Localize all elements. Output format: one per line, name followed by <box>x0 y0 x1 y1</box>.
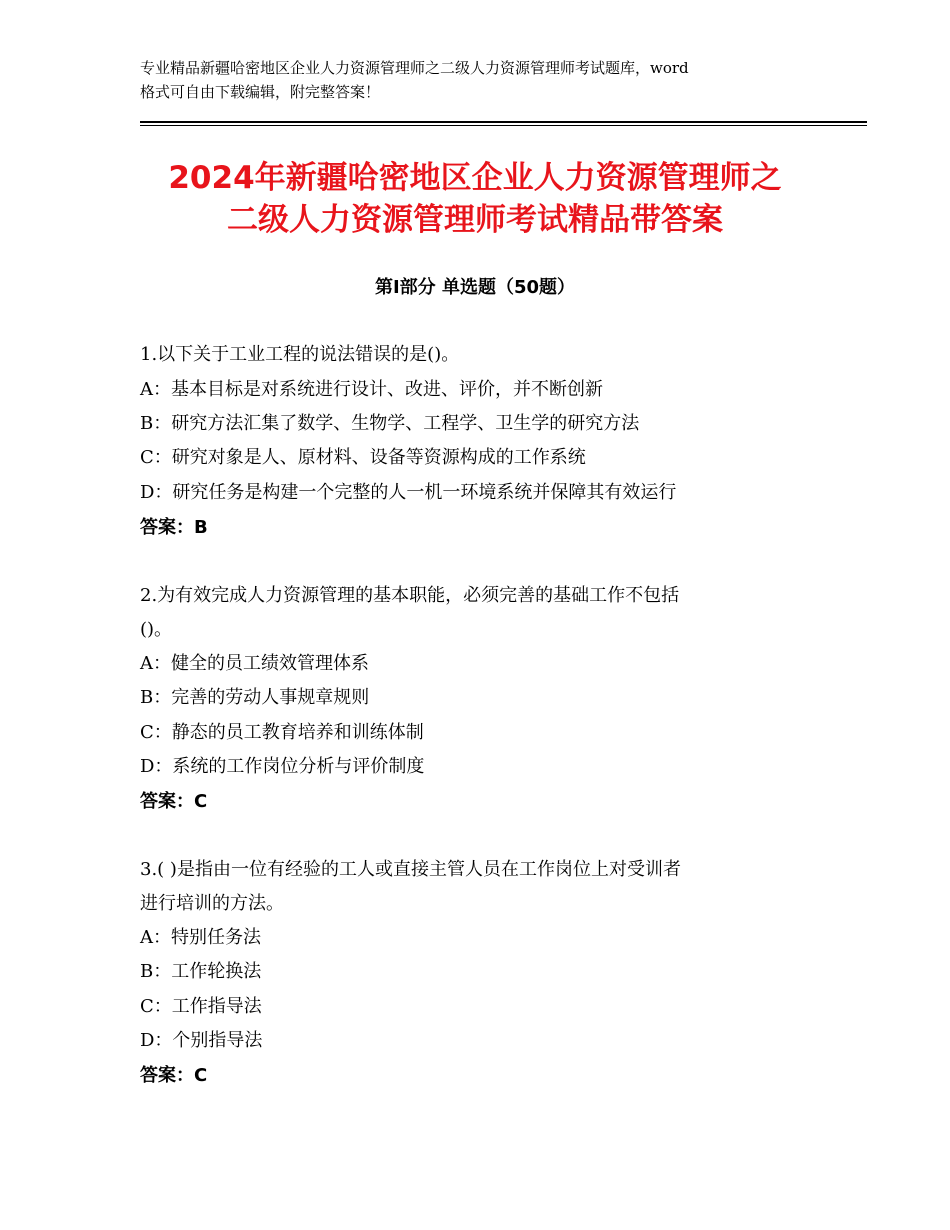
section-heading: 第Ⅰ部分 单选题（50题） <box>374 277 575 298</box>
question-1-option-b: B：研究方法汇集了数学、生物学、工程学、卫生学的研究方法 <box>140 413 640 434</box>
question-2-option-d: D：系统的工作岗位分析与评价制度 <box>140 756 425 777</box>
header-note-line-1: 专业精品新疆哈密地区企业人力资源管理师之二级人力资源管理师考试题库，word <box>140 59 689 77</box>
question-3-stem-line-1: 3.( )是指由一位有经验的工人或直接主管人员在工作岗位上对受训者 <box>140 859 681 880</box>
question-3-answer: 答案：C <box>140 1065 208 1086</box>
question-2-option-b: B：完善的劳动人事规章规则 <box>140 687 370 708</box>
question-3-option-b: B：工作轮换法 <box>140 961 262 982</box>
document-title <box>100 157 850 241</box>
question-3-option-c: C：工作指导法 <box>140 996 262 1017</box>
question-1-option-a: A：基本目标是对系统进行设计、改进、评价，并不断创新 <box>140 379 603 400</box>
question-1-stem: 1.以下关于工业工程的说法错误的是()。 <box>140 344 460 365</box>
question-2-answer: 答案：C <box>140 791 208 812</box>
document-title-line-2: 二级人力资源管理师考试精品带答案 <box>227 202 723 238</box>
question-2-option-c: C：静态的员工教育培养和训练体制 <box>140 722 424 743</box>
document-title-line-1: 2024年新疆哈密地区企业人力资源管理师之 <box>168 160 782 196</box>
question-2-stem-line-1: 2.为有效完成人力资源管理的基本职能，必须完善的基础工作不包括 <box>140 585 680 606</box>
header-rule-thin <box>140 125 867 126</box>
question-1-answer: 答案：B <box>140 517 208 538</box>
question-1-option-c: C：研究对象是人、原材料、设备等资源构成的工作系统 <box>140 447 586 468</box>
question-3-stem-line-2: 进行培训的方法。 <box>140 893 284 914</box>
header-note <box>140 56 840 104</box>
question-1-option-d: D：研究任务是构建一个完整的人一机一环境系统并保障其有效运行 <box>140 482 677 503</box>
question-3-option-a: A：特别任务法 <box>140 927 261 948</box>
question-2-option-a: A：健全的员工绩效管理体系 <box>140 653 369 674</box>
header-rule-thick <box>140 121 867 123</box>
question-2-stem-line-2: ()。 <box>140 619 173 640</box>
question-3-option-d: D：个别指导法 <box>140 1030 263 1051</box>
header-note-line-2: 格式可自由下载编辑，附完整答案！ <box>140 83 381 101</box>
